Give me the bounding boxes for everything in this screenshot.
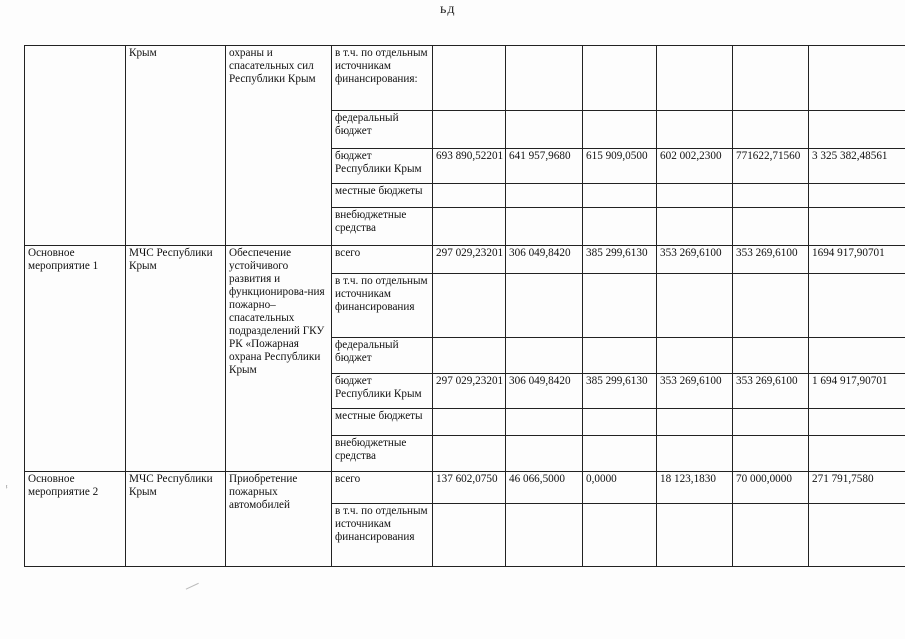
cell-value xyxy=(583,208,657,246)
cell-value xyxy=(733,409,809,436)
cell-value xyxy=(657,409,733,436)
cell-source: всего xyxy=(332,472,433,504)
cell-value xyxy=(733,504,809,567)
cell-value xyxy=(733,111,809,149)
cell-value xyxy=(809,184,905,208)
cell-value xyxy=(583,274,657,338)
cell-source: бюджет Республики Крым xyxy=(332,374,433,409)
cell-event: Основное мероприятие 1 xyxy=(25,246,126,472)
cell-value xyxy=(433,504,506,567)
cell-executor: МЧС Республики Крым xyxy=(126,472,226,567)
cell-value xyxy=(657,46,733,111)
cell-source: федеральный бюджет xyxy=(332,111,433,149)
cell-value xyxy=(506,436,583,472)
cell-value xyxy=(733,46,809,111)
cell-executor: МЧС Республики Крым xyxy=(126,246,226,472)
cell-value xyxy=(809,436,905,472)
cell-value xyxy=(809,46,905,111)
cell-value xyxy=(657,274,733,338)
cell-value xyxy=(809,274,905,338)
cell-value: 353 269,6100 xyxy=(657,246,733,274)
cell-value: 353 269,6100 xyxy=(657,374,733,409)
cell-source: в т.ч. по отдельным источникам финансирования xyxy=(332,274,433,338)
cell-value xyxy=(733,208,809,246)
cell-value xyxy=(506,46,583,111)
cell-value: 385 299,6130 xyxy=(583,374,657,409)
cell-value xyxy=(583,111,657,149)
cell-value xyxy=(583,504,657,567)
cell-subject: охраны и спасательных сил Республики Крым xyxy=(226,46,332,246)
cell-source: внебюджетные средства xyxy=(332,436,433,472)
cell-value xyxy=(657,184,733,208)
cell-value xyxy=(809,504,905,567)
cell-value xyxy=(433,409,506,436)
cell-event: Основное мероприятие 2 xyxy=(25,472,126,567)
cell-executor: Крым xyxy=(126,46,226,246)
cell-value xyxy=(657,208,733,246)
cell-value xyxy=(657,338,733,374)
cell-value xyxy=(506,338,583,374)
cell-value: 1 694 917,90701 xyxy=(809,374,905,409)
stray-mark: ⸯ xyxy=(4,486,10,496)
cell-value xyxy=(733,338,809,374)
cell-value xyxy=(583,184,657,208)
cell-value: 3 325 382,48561 xyxy=(809,149,905,184)
cell-value: 771622,71560 xyxy=(733,149,809,184)
cell-value xyxy=(433,338,506,374)
cell-value: 353 269,6100 xyxy=(733,374,809,409)
cell-value xyxy=(433,274,506,338)
pen-mark xyxy=(183,577,199,589)
table-row xyxy=(25,46,905,111)
table-row xyxy=(25,472,905,504)
cell-value xyxy=(433,208,506,246)
cell-value xyxy=(657,111,733,149)
cell-value xyxy=(433,111,506,149)
cell-source: федеральный бюджет xyxy=(332,338,433,374)
cell-source: местные бюджеты xyxy=(332,184,433,208)
cell-value xyxy=(809,111,905,149)
cell-value: 306 049,8420 xyxy=(506,374,583,409)
cell-subject: Приобретение пожарных автомобилей xyxy=(226,472,332,567)
cell-source: в т.ч. по отдельным источникам финансирования: xyxy=(332,46,433,111)
cell-value xyxy=(809,208,905,246)
cell-value xyxy=(657,504,733,567)
cell-value xyxy=(657,436,733,472)
cell-value xyxy=(506,409,583,436)
cell-value xyxy=(433,184,506,208)
cell-value xyxy=(809,409,905,436)
cell-value xyxy=(583,46,657,111)
cell-value xyxy=(583,338,657,374)
cell-value xyxy=(433,436,506,472)
cell-value: 46 066,5000 xyxy=(506,472,583,504)
page-number: ьд xyxy=(440,2,456,17)
cell-source: внебюджетные средства xyxy=(332,208,433,246)
cell-value xyxy=(583,409,657,436)
cell-value xyxy=(506,504,583,567)
cell-value xyxy=(583,436,657,472)
cell-value: 1694 917,90701 xyxy=(809,246,905,274)
cell-value xyxy=(433,46,506,111)
cell-value: 70 000,0000 xyxy=(733,472,809,504)
cell-value: 137 602,0750 xyxy=(433,472,506,504)
cell-value xyxy=(506,184,583,208)
cell-source: бюджет Республики Крым xyxy=(332,149,433,184)
cell-value xyxy=(733,274,809,338)
cell-value xyxy=(733,436,809,472)
cell-value xyxy=(506,208,583,246)
cell-source: в т.ч. по отдельным источникам финансирования xyxy=(332,504,433,567)
cell-value: 602 002,2300 xyxy=(657,149,733,184)
cell-value: 271 791,7580 xyxy=(809,472,905,504)
cell-value xyxy=(506,274,583,338)
cell-source: местные бюджеты xyxy=(332,409,433,436)
cell-value: 353 269,6100 xyxy=(733,246,809,274)
cell-value: 297 029,23201 xyxy=(433,246,506,274)
cell-value: 0,0000 xyxy=(583,472,657,504)
table-row xyxy=(25,246,905,274)
cell-value: 297 029,23201 xyxy=(433,374,506,409)
cell-value xyxy=(809,338,905,374)
cell-event xyxy=(25,46,126,246)
cell-value: 641 957,9680 xyxy=(506,149,583,184)
cell-value xyxy=(733,184,809,208)
cell-source: всего xyxy=(332,246,433,274)
cell-value: 385 299,6130 xyxy=(583,246,657,274)
cell-value: 306 049,8420 xyxy=(506,246,583,274)
funding-table xyxy=(24,45,905,567)
cell-value: 18 123,1830 xyxy=(657,472,733,504)
cell-value xyxy=(506,111,583,149)
cell-value: 693 890,52201 xyxy=(433,149,506,184)
cell-value: 615 909,0500 xyxy=(583,149,657,184)
cell-subject: Обеспечение устойчивого развития и функционирова-ния пожарно–спасательных подразделений ГКУ РК «Пожарная охрана Республики Крым xyxy=(226,246,332,472)
